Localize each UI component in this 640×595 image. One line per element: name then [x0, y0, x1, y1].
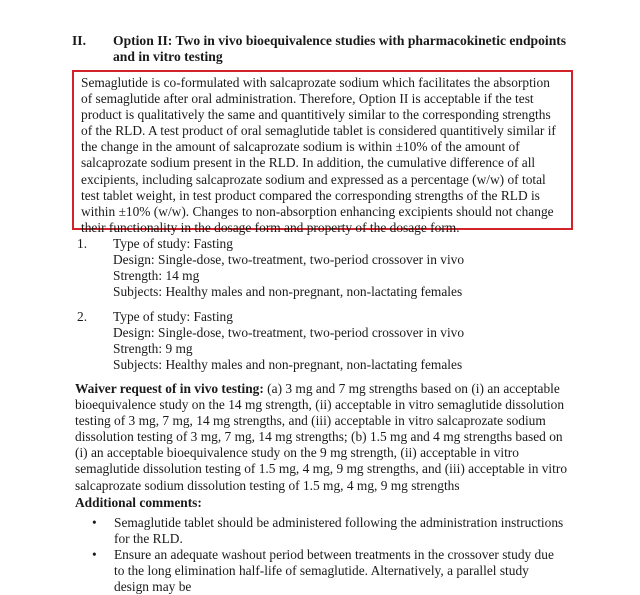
section-title: Option II: Two in vivo bioequivalence studies with pharmacokinetic endpoints and in vitro testing: [113, 33, 567, 64]
study-type: Type of study: Fasting: [113, 236, 233, 251]
waiver-paragraph: [75, 381, 570, 494]
waiver-label: Waiver request of in vivo testing:: [75, 381, 264, 396]
study-design: Design: Single-dose, two-treatment, two-period crossover in vivo: [113, 252, 465, 267]
bullet-icon: •: [92, 547, 97, 562]
highlight-text: Semaglutide is co-formulated with salcaprozate sodium which facilitates the absorption of semaglutide after oral administration. Therefore, Option II is acceptable if the test product is qualitatively the same and quantitively similar to the corresponding strengths of the RLD. A test product of oral semaglutide tablet is considered quantitively similar if the change in the amount of salcaprozate sodium is within ±10% of the amount of salcaprozate sodium present in the RLD. In addition, the cumulative difference of all excipients, including salcaprozate sodium and expressed as a percentage (w/w) of total test tablet weight, in test product compared the corresponding strengths of the RLD is within ±10% (w/w). Changes to non-absorption enhancing excipients should not change their functionality in the dosage form and property of the dosage form.: [81, 75, 556, 235]
section-number: II.: [72, 33, 86, 48]
comments-list: [75, 515, 575, 595]
study-strength: Strength: 9 mg: [113, 341, 193, 356]
list-item: [75, 515, 566, 547]
study-type: Type of study: Fasting: [113, 309, 233, 324]
bullet-icon: •: [92, 515, 97, 530]
comments-label: Additional comments:: [75, 495, 202, 510]
study-subjects: Subjects: Healthy males and non-pregnant, non-lactating females: [113, 357, 463, 372]
study-subjects: Subjects: Healthy males and non-pregnant, non-lactating females: [113, 284, 463, 299]
comment-text: Ensure an adequate washout period between treatments in the crossover study due to the long elimination half-life of semaglutide. Alternatively, a parallel study design may be: [114, 547, 554, 594]
highlight-box: [72, 70, 573, 235]
additional-comments: [75, 495, 575, 595]
study-number: 2.: [77, 309, 88, 324]
study-strength: Strength: 14 mg: [113, 268, 200, 283]
comment-text: Semaglutide tablet should be administered following the administration instructions for the RLD.: [114, 515, 564, 546]
study-number: 1.: [77, 236, 88, 251]
list-item: [75, 547, 566, 595]
waiver-text: (a) 3 mg and 7 mg strengths based on (i) an acceptable bioequivalence study on the 14 mg strength, (ii) acceptable in vitro semaglutide dissolution testing of 3 mg, 7 mg, 14 mg strengths, and (iii) acceptable in vitro salcaprozate sodium dissolution testing of 3 mg, 7 mg, 14 mg strengths; (b) 1.5 mg and 4 mg strengths based on (i) an acceptable bioequivalence study on the 9 mg strength, (ii) acceptable in vitro semaglutide dissolution testing of 1.5 mg, 4 mg, 9 mg strengths, and (iii) acceptable in vitro salcaprozate sodium dissolution testing of 1.5 mg, 4 mg, 9 mg strengths: [75, 381, 568, 493]
study-design: Design: Single-dose, two-treatment, two-period crossover in vivo: [113, 325, 465, 340]
